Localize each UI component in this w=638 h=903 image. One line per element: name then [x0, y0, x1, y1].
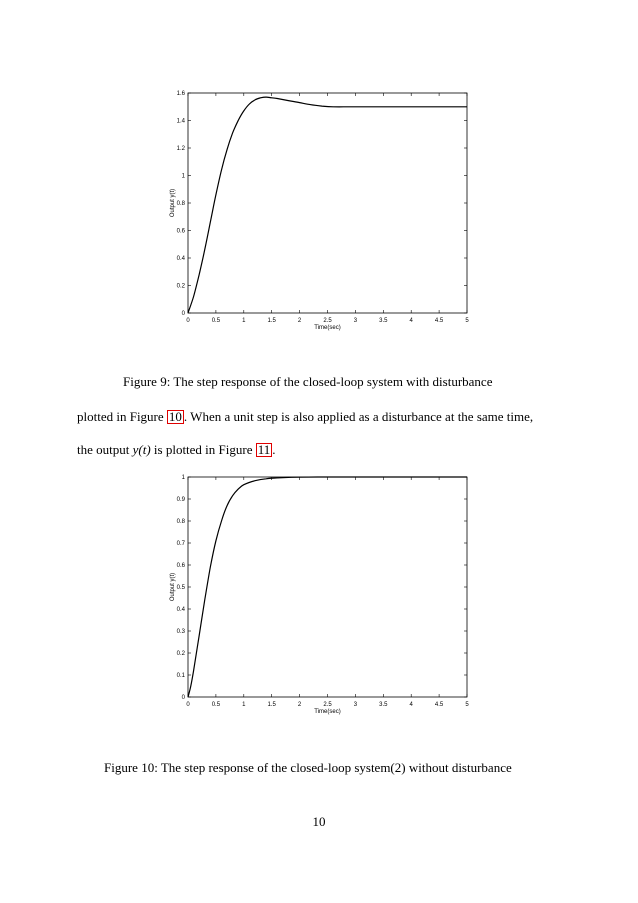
- x-tick-label: 4.5: [434, 702, 444, 708]
- x-tick-label: 4: [409, 702, 413, 708]
- y-axis-label: Output y(t): [170, 572, 176, 602]
- y-axis-label: Output y(t): [170, 188, 176, 218]
- x-tick-label: 1.5: [267, 702, 276, 708]
- y-tick-label: 1.6: [176, 91, 185, 97]
- x-tick-label: 2: [297, 318, 302, 324]
- body-text-fragment: the output: [77, 442, 133, 457]
- y-tick-label: 0.1: [176, 673, 185, 679]
- figure-11-reference-link[interactable]: 11: [257, 442, 271, 457]
- y-tick-label: 0.8: [176, 519, 185, 525]
- y-tick-label: 0.9: [176, 497, 185, 503]
- plot-frame: [188, 477, 467, 697]
- x-tick-label: 1: [242, 702, 246, 708]
- y-tick-label: 0.5: [176, 585, 185, 591]
- y-tick-label: 0.4: [176, 256, 185, 262]
- page-number: 10: [312, 814, 326, 829]
- x-tick-label: 3.5: [379, 702, 388, 708]
- y-tick-label: 0.2: [176, 283, 185, 290]
- x-tick-label: 1.5: [267, 318, 276, 324]
- y-tick-label: 0.2: [176, 651, 185, 657]
- figure-9-caption: Figure 9: The step response of the closed-loop system with disturbance: [123, 374, 493, 389]
- x-tick-label: 0: [186, 702, 190, 708]
- figure-10-reference-link[interactable]: 10: [168, 409, 182, 424]
- body-text-fragment: is plotted in Figure: [150, 442, 256, 457]
- x-tick-label: 5: [465, 702, 469, 708]
- math-y-of-t: y(t): [132, 442, 151, 457]
- x-axis-label: Time(sec): [314, 709, 341, 715]
- y-tick-label: 0.8: [176, 201, 185, 207]
- y-tick-label: 0.4: [176, 607, 185, 613]
- x-tick-label: 2: [297, 702, 302, 708]
- x-tick-label: 5: [465, 318, 469, 324]
- body-text-fragment: . When a unit step is also applied as a disturbance at the same time,: [183, 409, 534, 424]
- x-tick-label: 3.5: [379, 318, 388, 324]
- y-tick-label: 0.6: [176, 563, 185, 569]
- y-tick-label: 0.3: [176, 629, 185, 635]
- y-tick-label: 0: [181, 311, 185, 317]
- x-tick-label: 0: [186, 318, 190, 324]
- x-tick-label: 2.5: [323, 702, 332, 708]
- x-tick-label: 3: [353, 702, 358, 708]
- y-tick-label: 0.6: [176, 228, 185, 235]
- y-tick-label: 0: [181, 695, 185, 701]
- y-tick-label: 1.2: [176, 146, 185, 152]
- x-tick-label: 0.5: [211, 702, 221, 708]
- x-axis-label: Time(sec): [314, 325, 341, 331]
- x-tick-label: 4: [409, 318, 413, 324]
- x-tick-label: 1: [242, 318, 246, 324]
- response-curve: [188, 477, 467, 697]
- y-tick-label: 1.4: [176, 118, 185, 125]
- body-text-fragment: .: [272, 442, 276, 457]
- body-text-fragment: plotted in Figure: [77, 409, 167, 424]
- figure-10-caption: Figure 10: The step response of the closed-loop system(2) without disturbance: [104, 760, 512, 775]
- x-tick-label: 2.5: [323, 318, 332, 324]
- y-tick-label: 1: [181, 475, 185, 481]
- y-tick-label: 0.7: [176, 541, 185, 547]
- y-tick-label: 1: [181, 173, 185, 180]
- x-tick-label: 3: [353, 318, 358, 324]
- x-tick-label: 0.5: [211, 318, 221, 324]
- x-tick-label: 4.5: [434, 318, 444, 324]
